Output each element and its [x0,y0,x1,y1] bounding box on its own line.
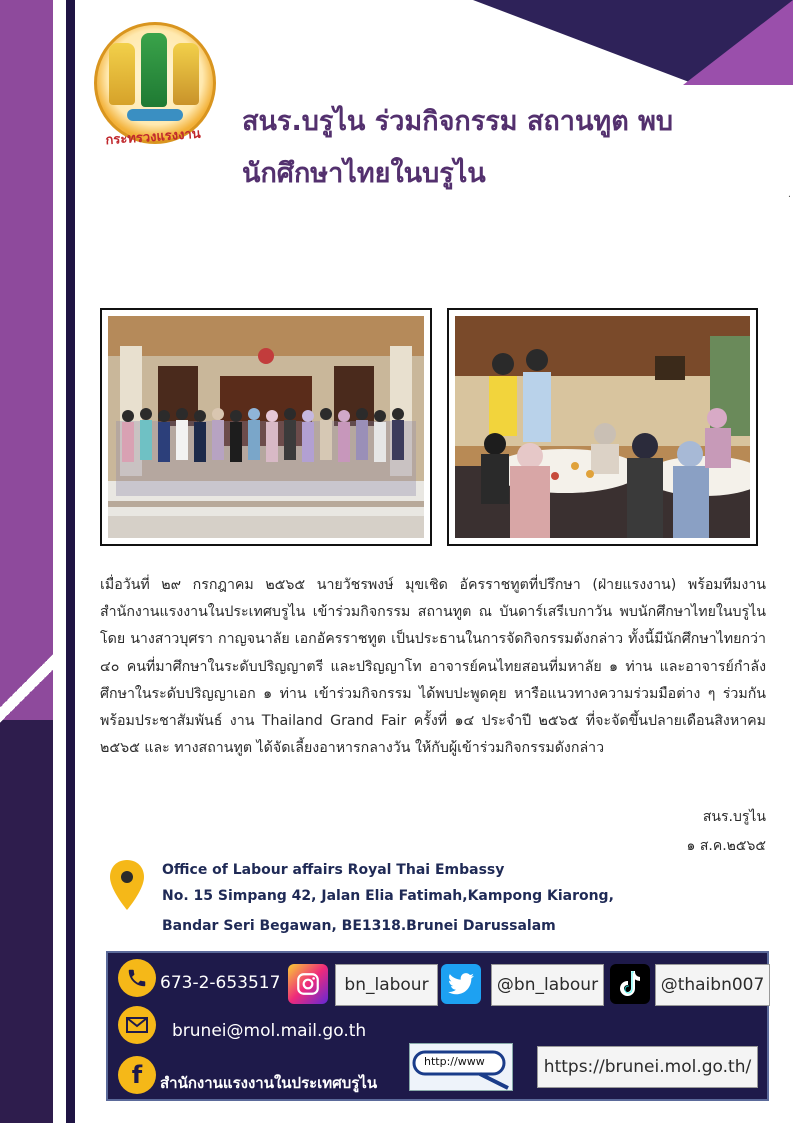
left-navy-stripe [66,0,75,1123]
group-photo-embassy-steps-icon [108,316,424,538]
tiktok-handle[interactable]: @thaibn007 [655,964,770,1006]
address-line-2: No. 15 Simpang 42, Jalan Elia Fatimah,Kampong Kiarong, [162,888,614,904]
facebook-icon[interactable]: f [118,1056,156,1094]
signature-date: ๑ ส.ค.๒๕๖๕ [686,838,766,854]
title-line-2: นักศึกษาไทยในบรูไน [242,158,486,189]
phone-icon [118,959,156,997]
logo-text: กระทรวงแรงงาน [105,126,202,149]
title-line-1: สนร.บรูไน ร่วมกิจกรรม สถานทูต พบ [242,106,674,137]
web-badge-text: http://www [424,1055,485,1068]
website-url[interactable]: https://brunei.mol.go.th/ [537,1046,758,1088]
article-body: เมื่อวันที่ ๒๙ กรกฎาคม ๒๕๖๕ นายวัชรพงษ์ มุขเชิด อัครราชทูตที่ปรึกษา (ฝ่ายแรงงาน) พร้อมทีมงานสำนักงานแรงงานในประเทศบรูไน เข้าร่วมกิจกรรม สถานทูต ณ บันดาร์เสรีเบกาวัน พบนักศึกษาไทยในบรูไน โดย นางสาวบุศรา กาญจนาลัย เอกอัครราชทูต เป็นประธานในการจัดกิจกรรมดังกล่าว ทั้งนี้มีนักศึกษาไทยกว่า ๔๐ คนที่มาศึกษาในระดับปริญญาตรี และปริญญาโท อาจารย์คนไทยสอนที่มหาลัย ๑ ท่าน และอาจารย์กำลังศึกษาในระดับปริญญาเอก ๑ ท่าน เข้าร่วมกิจกรรม ได้พบปะพูดคุย หารือแนวทางความร่วมมือต่าง ๆ ร่วมกัน พร้อมประชาสัมพันธ์ งาน Thailand Grand Fair ครั้งที่ ๑๔ ประจำปี ๒๕๖๕ ที่จะจัดขึ้นปลายเดือนสิงหาคม ๒๕๖๕ และ ทางสถานทูต ได้จัดเลี้ยงอาหารกลางวัน ให้กับผู้เข้าร่วมกิจกรรมดังกล่าว [100,577,767,757]
left-dark-band [0,720,53,1123]
email-address[interactable]: brunei@mol.mail.go.th [172,1021,367,1041]
photo-lunch [447,308,758,546]
tiktok-icon[interactable] [610,964,650,1004]
instagram-handle[interactable]: bn_labour [335,964,438,1006]
email-icon [118,1006,156,1044]
left-white-diagonal [0,640,60,730]
address-line-1: Office of Labour affairs Royal Thai Embassy [162,862,505,878]
facebook-page-name[interactable]: สำนักงานแรงงานในประเทศบรูไน [160,1074,378,1092]
twitter-icon[interactable] [441,964,481,1004]
page-title [242,96,762,200]
twitter-handle[interactable]: @bn_labour [491,964,604,1006]
phone-number[interactable]: 673-2-653517 [160,973,281,993]
instagram-icon[interactable] [288,964,328,1004]
address-line-3: Bandar Seri Begawan, BE1318.Brunei Darussalam [162,918,556,934]
photo-lunch-tables-icon [455,316,750,538]
location-pin-icon [110,860,144,910]
web-link-icon [409,1043,513,1091]
ministry-logo [88,22,218,162]
photo-group-embassy [100,308,432,546]
signature-org: สนร.บรูไน [702,809,766,825]
small-mark: · [787,192,791,203]
contact-panel [106,951,769,1101]
